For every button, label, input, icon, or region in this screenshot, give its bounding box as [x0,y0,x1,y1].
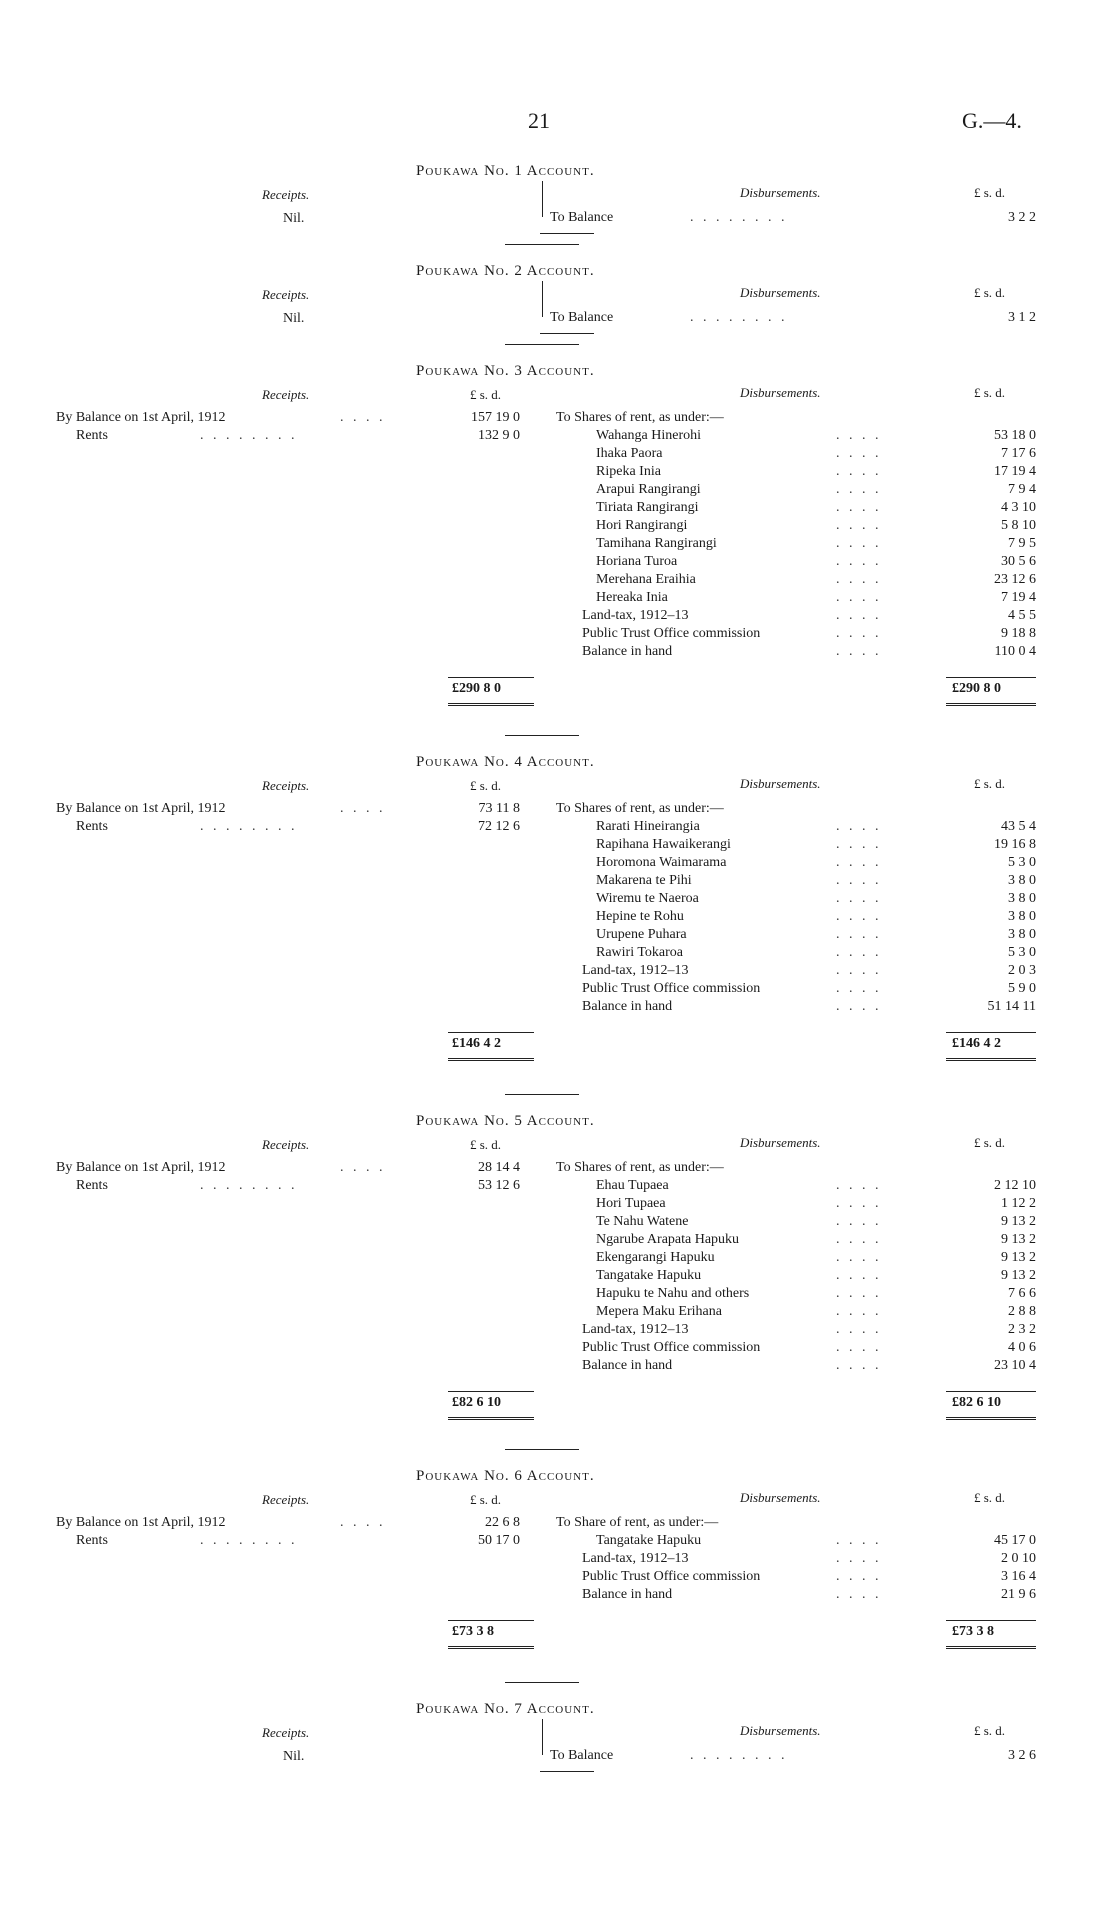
leader-dots: . . . . [836,518,882,533]
disb-double-rule [946,1646,1036,1649]
receipts-total-rule [448,677,534,678]
receipts-label: Receipts. [262,778,310,793]
disbursement-label: To Shares of rent, as under:— [556,410,724,425]
leader-dots: . . . . [836,500,882,515]
receipt-label: Rents [76,428,108,443]
disbursement-row [0,1586,1114,1604]
leader-dots: . . . . [836,909,882,924]
disbursement-label: To Balance [550,1748,614,1763]
disbursement-row [0,1321,1114,1339]
disbursement-amount: 9 13 2 [1001,1268,1036,1283]
disbursement-label: Rarati Hineirangia [596,819,700,834]
leader-dots: . . . . [836,1196,882,1211]
disbursement-row [0,209,1114,227]
disbursement-row [0,1357,1114,1375]
disb-column-header: £ s. d. [974,385,1006,400]
disbursement-row [0,571,1114,589]
receipt-label: By Balance on 1st April, 1912 [56,1515,226,1530]
receipts-label: Receipts. [262,287,310,302]
disbursement-amount: 3 8 0 [1008,909,1036,924]
leader-dots: . . . . [836,891,882,906]
disbursements-label: Disbursements. [740,1490,821,1505]
disbursements-total: £146 4 2 [952,1036,1001,1051]
disbursements-total: £73 3 8 [952,1624,994,1639]
disbursement-row [0,1267,1114,1285]
receipt-amount: 28 14 4 [478,1160,520,1175]
disbursement-label: To Share of rent, as under:— [556,1515,719,1530]
leader-dots: . . . . . . . . [200,1533,298,1548]
receipt-label: By Balance on 1st April, 1912 [56,1160,226,1175]
disbursement-amount: 3 8 0 [1008,873,1036,888]
leader-dots: . . . . [836,819,882,834]
receipts-total: £146 4 2 [452,1036,501,1051]
disb-column-header: £ s. d. [974,1723,1006,1738]
disbursement-amount: 3 8 0 [1008,891,1036,906]
disbursement-amount: 9 13 2 [1001,1214,1036,1229]
disbursement-label: Hapuku te Nahu and others [596,1286,750,1301]
separator-rule [505,1682,579,1683]
disbursement-row [0,1568,1114,1586]
leader-dots: . . . . [836,464,882,479]
receipts-nil: Nil. [283,311,305,326]
disbursement-amount: 19 16 8 [994,837,1036,852]
receipt-label: Rents [76,1178,108,1193]
receipt-amount: 22 6 8 [485,1515,520,1530]
leader-dots: . . . . [836,1250,882,1265]
disbursement-label: Horiana Turoa [596,554,678,569]
leader-dots: . . . . [836,1304,882,1319]
page-reference: G.—4. [962,108,1022,133]
disbursement-label: Urupene Puhara [596,927,687,942]
leader-dots: . . . . [836,981,882,996]
disbursements-label: Disbursements. [740,285,821,300]
disbursement-label: Horomona Waimarama [596,855,727,870]
disbursement-row [0,908,1114,926]
receipts-nil: Nil. [283,1749,305,1764]
disbursement-row [0,1285,1114,1303]
leader-dots: . . . . . . . . [690,210,788,225]
receipt-label: By Balance on 1st April, 1912 [56,801,226,816]
disbursements-label: Disbursements. [740,1723,821,1738]
disbursement-label: Public Trust Office commission [582,981,761,996]
leader-dots: . . . . [836,1587,882,1602]
disbursement-label: Land-tax, 1912–13 [582,1551,689,1566]
leader-dots: . . . . [836,873,882,888]
separator-rule [505,344,579,345]
separator-rule [505,1094,579,1095]
page-number: 21 [528,108,550,133]
disb-total-rule [946,1391,1036,1392]
disbursement-label: Public Trust Office commission [582,1569,761,1584]
disbursement-amount: 5 8 10 [1001,518,1036,533]
leader-dots: . . . . [836,1340,882,1355]
disbursement-label: Tangatake Hapuku [596,1268,702,1283]
disbursement-label: Rawiri Tokaroa [596,945,684,960]
disbursement-row [0,625,1114,643]
disbursements-total: £290 8 0 [952,681,1001,696]
section-end-rule [540,333,594,334]
disbursement-row [0,1747,1114,1765]
disbursement-amount: 3 2 2 [1008,210,1036,225]
disbursement-row [0,1231,1114,1249]
leader-dots: . . . . [836,1232,882,1247]
receipts-total: £82 6 10 [452,1395,501,1410]
disbursement-row [0,1177,1114,1195]
disbursement-row [0,517,1114,535]
disbursement-label: Ripeka Inia [596,464,661,479]
account-title: Poukawa No. 3 Account. [416,363,595,379]
disbursement-label: Balance in hand [582,644,673,659]
disbursement-row [0,409,1114,427]
disbursement-amount: 2 0 10 [1001,1551,1036,1566]
disbursement-amount: 51 14 11 [987,999,1036,1014]
disb-column-header: £ s. d. [974,185,1006,200]
receipts-label: Receipts. [262,1725,310,1740]
disbursement-amount: 5 9 0 [1008,981,1036,996]
disbursement-label: Merehana Eraihia [596,572,696,587]
disbursement-row [0,998,1114,1016]
disbursement-label: Te Nahu Watene [596,1214,689,1229]
disbursement-row [0,944,1114,962]
leader-dots: . . . . . . . . [690,310,788,325]
disbursement-label: Balance in hand [582,1358,673,1373]
leader-dots: . . . . [836,536,882,551]
section-end-rule [540,233,594,234]
leader-dots: . . . . [340,1160,386,1175]
disb-total-rule [946,1620,1036,1621]
disbursement-amount: 53 18 0 [994,428,1036,443]
leader-dots: . . . . [836,999,882,1014]
disbursement-label: Ihaka Paora [596,446,663,461]
disbursement-label: Arapui Rangirangi [596,482,701,497]
leader-dots: . . . . [836,945,882,960]
account-title: Poukawa No. 1 Account. [416,163,595,179]
disbursement-amount: 43 5 4 [1001,819,1036,834]
leader-dots: . . . . [836,572,882,587]
receipts-label: Receipts. [262,187,310,202]
disbursement-label: Land-tax, 1912–13 [582,608,689,623]
receipts-column-header: £ s. d. [470,778,502,793]
disbursement-label: Makarena te Pihi [596,873,692,888]
disbursement-amount: 9 18 8 [1001,626,1036,641]
leader-dots: . . . . [836,590,882,605]
leader-dots: . . . . [836,837,882,852]
disbursement-row [0,1159,1114,1177]
disbursement-amount: 2 3 2 [1008,1322,1036,1337]
disbursement-amount: 4 3 10 [1001,500,1036,515]
receipts-double-rule [448,1058,534,1061]
disbursement-row [0,427,1114,445]
disbursement-label: Land-tax, 1912–13 [582,963,689,978]
disbursement-row [0,1550,1114,1568]
disbursement-amount: 110 0 4 [994,644,1036,659]
receipts-double-rule [448,1646,534,1649]
disbursement-amount: 5 3 0 [1008,945,1036,960]
disbursement-label: Ehau Tupaea [596,1178,669,1193]
leader-dots: . . . . [836,1178,882,1193]
disbursements-total: £82 6 10 [952,1395,1001,1410]
leader-dots: . . . . [836,608,882,623]
disbursement-row [0,854,1114,872]
disbursement-label: Ekengarangi Hapuku [596,1250,715,1265]
leader-dots: . . . . [836,1214,882,1229]
disbursement-label: Rapihana Hawaikerangi [596,837,731,852]
disbursement-label: Balance in hand [582,1587,673,1602]
receipt-label: Rents [76,1533,108,1548]
leader-dots: . . . . . . . . [200,819,298,834]
disbursements-label: Disbursements. [740,185,821,200]
disbursement-amount: 23 12 6 [994,572,1036,587]
disb-column-header: £ s. d. [974,776,1006,791]
disbursement-label: Land-tax, 1912–13 [582,1322,689,1337]
disb-double-rule [946,703,1036,706]
disbursement-amount: 30 5 6 [1001,554,1036,569]
leader-dots: . . . . [340,410,386,425]
leader-dots: . . . . [836,927,882,942]
disbursement-row [0,499,1114,517]
disbursement-row [0,818,1114,836]
account-title: Poukawa No. 7 Account. [416,1701,595,1717]
disbursement-amount: 45 17 0 [994,1533,1036,1548]
disbursement-row [0,926,1114,944]
disbursement-row [0,1514,1114,1532]
disbursement-amount: 3 8 0 [1008,927,1036,942]
disbursement-label: Mepera Maku Erihana [596,1304,722,1319]
receipt-amount: 50 17 0 [478,1533,520,1548]
receipt-amount: 73 11 8 [478,801,520,816]
disbursement-row [0,800,1114,818]
leader-dots: . . . . [340,801,386,816]
receipt-label: By Balance on 1st April, 1912 [56,410,226,425]
separator-rule [505,735,579,736]
disbursement-label: Wahanga Hinerohi [596,428,701,443]
receipts-total: £73 3 8 [452,1624,494,1639]
disbursement-row [0,980,1114,998]
leader-dots: . . . . [836,1286,882,1301]
disbursement-label: Hereaka Inia [596,590,668,605]
leader-dots: . . . . . . . . [690,1748,788,1763]
disb-column-header: £ s. d. [974,1490,1006,1505]
receipts-column-header: £ s. d. [470,1492,502,1507]
account-title: Poukawa No. 6 Account. [416,1468,595,1484]
disbursement-amount: 3 1 2 [1008,310,1036,325]
disbursement-row [0,872,1114,890]
disbursement-amount: 7 17 6 [1001,446,1036,461]
disbursements-label: Disbursements. [740,776,821,791]
disbursement-amount: 7 19 4 [1001,590,1036,605]
receipts-label: Receipts. [262,387,310,402]
receipt-label: Rents [76,819,108,834]
disbursement-row [0,463,1114,481]
leader-dots: . . . . [836,1268,882,1283]
leader-dots: . . . . [836,1322,882,1337]
receipt-amount: 157 19 0 [471,410,520,425]
receipts-column-header: £ s. d. [470,387,502,402]
disbursement-label: Public Trust Office commission [582,626,761,641]
disbursement-amount: 3 16 4 [1001,1569,1036,1584]
account-title: Poukawa No. 4 Account. [416,754,595,770]
disbursement-amount: 7 6 6 [1008,1286,1036,1301]
disbursement-amount: 21 9 6 [1001,1587,1036,1602]
disbursement-row [0,607,1114,625]
leader-dots: . . . . [340,1515,386,1530]
disbursement-amount: 9 13 2 [1001,1232,1036,1247]
disbursement-label: Hori Tupaea [596,1196,666,1211]
disbursement-amount: 2 12 10 [994,1178,1036,1193]
disbursement-row [0,1532,1114,1550]
disbursement-label: Hepine te Rohu [596,909,684,924]
disb-column-header: £ s. d. [974,285,1006,300]
disbursement-amount: 2 8 8 [1008,1304,1036,1319]
receipts-label: Receipts. [262,1492,310,1507]
disbursement-row [0,643,1114,661]
leader-dots: . . . . [836,626,882,641]
separator-rule [505,244,579,245]
receipts-total-rule [448,1391,534,1392]
disbursement-label: Public Trust Office commission [582,1340,761,1355]
disbursement-label: To Shares of rent, as under:— [556,1160,724,1175]
disbursement-row [0,589,1114,607]
disbursement-amount: 7 9 4 [1008,482,1036,497]
leader-dots: . . . . [836,1569,882,1584]
disbursement-row [0,1339,1114,1357]
disbursement-label: Wiremu te Naeroa [596,891,699,906]
disbursement-amount: 9 13 2 [1001,1250,1036,1265]
disbursement-row [0,1195,1114,1213]
disb-double-rule [946,1058,1036,1061]
disbursements-label: Disbursements. [740,1135,821,1150]
leader-dots: . . . . [836,554,882,569]
disbursement-amount: 17 19 4 [994,464,1036,479]
disbursement-row [0,836,1114,854]
disbursement-label: Tangatake Hapuku [596,1533,702,1548]
receipts-double-rule [448,703,534,706]
disbursement-row [0,1249,1114,1267]
account-title: Poukawa No. 5 Account. [416,1113,595,1129]
disbursement-label: To Shares of rent, as under:— [556,801,724,816]
disbursement-amount: 3 2 6 [1008,1748,1036,1763]
disbursement-row [0,553,1114,571]
leader-dots: . . . . [836,1551,882,1566]
disbursement-label: Ngarube Arapata Hapuku [596,1232,740,1247]
disbursements-label: Disbursements. [740,385,821,400]
receipts-label: Receipts. [262,1137,310,1152]
receipts-column-header: £ s. d. [470,1137,502,1152]
disbursement-row [0,535,1114,553]
receipts-total-rule [448,1032,534,1033]
disbursement-amount: 1 12 2 [1001,1196,1036,1211]
leader-dots: . . . . [836,428,882,443]
disb-double-rule [946,1417,1036,1420]
leader-dots: . . . . [836,963,882,978]
disbursement-amount: 4 5 5 [1008,608,1036,623]
disb-column-header: £ s. d. [974,1135,1006,1150]
leader-dots: . . . . [836,482,882,497]
disbursement-row [0,309,1114,327]
leader-dots: . . . . [836,644,882,659]
disbursement-amount: 4 0 6 [1008,1340,1036,1355]
disbursement-label: Balance in hand [582,999,673,1014]
receipt-amount: 72 12 6 [478,819,520,834]
receipts-double-rule [448,1417,534,1420]
receipts-total: £290 8 0 [452,681,501,696]
receipt-amount: 53 12 6 [478,1178,520,1193]
receipts-nil: Nil. [283,211,305,226]
disb-total-rule [946,1032,1036,1033]
disbursement-row [0,1303,1114,1321]
disbursement-amount: 23 10 4 [994,1358,1036,1373]
disbursement-row [0,890,1114,908]
disbursement-row [0,445,1114,463]
separator-rule [505,1449,579,1450]
leader-dots: . . . . . . . . [200,1178,298,1193]
disbursement-label: To Balance [550,310,614,325]
disbursement-row [0,481,1114,499]
receipt-amount: 132 9 0 [478,428,520,443]
leader-dots: . . . . [836,1533,882,1548]
disbursement-amount: 7 9 5 [1008,536,1036,551]
disbursement-label: Tamihana Rangirangi [596,536,717,551]
disbursement-amount: 2 0 3 [1008,963,1036,978]
disbursement-label: To Balance [550,210,614,225]
leader-dots: . . . . [836,1358,882,1373]
account-title: Poukawa No. 2 Account. [416,263,595,279]
disbursement-amount: 5 3 0 [1008,855,1036,870]
section-end-rule [540,1771,594,1772]
disb-total-rule [946,677,1036,678]
receipts-total-rule [448,1620,534,1621]
leader-dots: . . . . [836,446,882,461]
leader-dots: . . . . . . . . [200,428,298,443]
disbursement-label: Hori Rangirangi [596,518,688,533]
disbursement-row [0,1213,1114,1231]
disbursement-row [0,962,1114,980]
disbursement-label: Tiriata Rangirangi [596,500,699,515]
leader-dots: . . . . [836,855,882,870]
